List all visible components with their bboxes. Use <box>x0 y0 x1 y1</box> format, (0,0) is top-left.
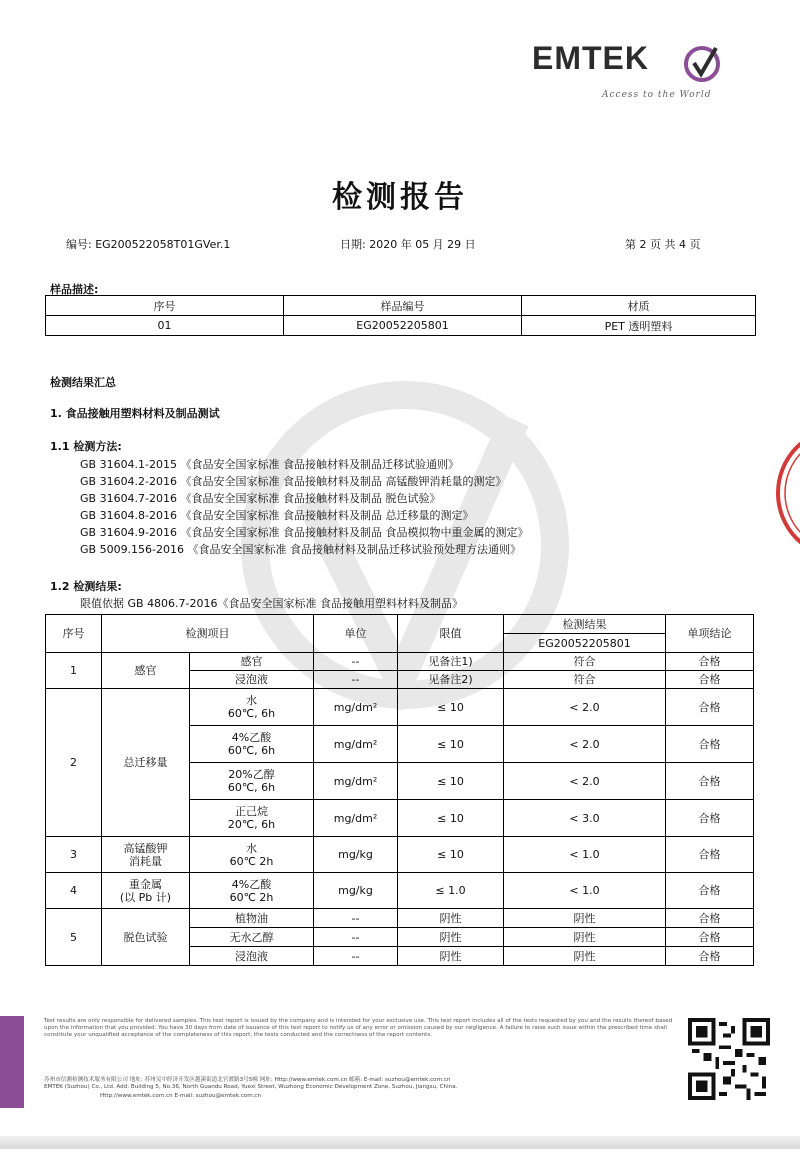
table-cell: ≤ 10 <box>398 837 504 873</box>
limit-basis: 限值依据 GB 4806.7-2016《食品安全国家标准 食品接触用塑料材料及制品》 <box>80 597 464 610</box>
table-cell: mg/dm² <box>314 726 398 763</box>
item-label: 高锰酸钾 <box>123 841 168 855</box>
table-cell: 5 <box>46 909 102 966</box>
table-cell: < 3.0 <box>504 800 666 837</box>
table-cell: ≤ 10 <box>398 763 504 800</box>
method-item: GB 31604.9-2016 《食品安全国家标准 食品接触材料及制品 食品模拟物中重金属的测定》 <box>80 526 529 539</box>
methods-heading: 1.1 检测方法: <box>50 440 122 453</box>
table-cell: 见备注1) <box>398 653 504 671</box>
table-cell: mg/dm² <box>314 689 398 726</box>
table-cell: -- <box>314 653 398 671</box>
table-cell: 1 <box>46 653 102 689</box>
footer-address-cn: 苏州市信测检测技术服务有限公司 地址: 苏州吴中经济开发区越溪街道北官渡路3号5幢 网址: Http://www.emtek.com.cn 邮箱: E-mail: suzhou@emtek.com.cn <box>44 1077 451 1083</box>
table-cell: 脱色试验 <box>102 909 190 966</box>
table-cell: 4 <box>46 873 102 909</box>
condition-label: 60℃, 6h <box>227 707 276 720</box>
table-cell: 阴性 <box>504 928 666 947</box>
logo-tagline: Access to the World <box>602 90 712 100</box>
table-cell: 合格 <box>666 689 754 726</box>
table-cell: < 1.0 <box>504 837 666 873</box>
table-header-row <box>46 296 756 316</box>
report-number: 编号: EG200522058T01GVer.1 <box>66 238 231 251</box>
table-cell: -- <box>314 947 398 966</box>
sample-heading: 样品描述: <box>50 283 99 296</box>
table-row <box>46 316 756 336</box>
section-title: 1. 食品接触用塑料材料及制品测试 <box>50 407 220 420</box>
condition-label: 60℃ 2h <box>229 890 274 904</box>
table-cell: 符合 <box>504 653 666 671</box>
table-cell: < 2.0 <box>504 726 666 763</box>
header-cell: 检测结果 <box>504 615 666 634</box>
medium-label: 4%乙酸 <box>231 877 272 891</box>
table-cell: 阴性 <box>398 909 504 928</box>
logo-check-icon <box>682 44 722 84</box>
condition-label: 60℃, 6h <box>227 781 276 794</box>
condition-label: 60℃ 2h <box>229 854 274 868</box>
company-logo <box>532 40 732 104</box>
footer-web: Http://www.emtek.com.cn E-mail: suzhou@emtek.com.cn <box>100 1093 262 1099</box>
qr-code-icon <box>688 1018 770 1100</box>
sample-table <box>45 295 756 336</box>
table-cell <box>190 873 314 909</box>
footer-address-en: EMTEK (Suzhou) Co., Ltd. Add: Building 5, No.36, North Guandu Road, Yuexi Street, Wuzhong Economic Development Zone, Suzhou, Jiangsu, China. <box>44 1084 458 1090</box>
page-bottom-edge <box>0 1136 800 1149</box>
table-cell: 合格 <box>666 653 754 671</box>
table-cell: 合格 <box>666 947 754 966</box>
header-cell: 检测项目 <box>102 615 314 653</box>
table-cell: -- <box>314 909 398 928</box>
table-cell: 合格 <box>666 671 754 689</box>
table-row <box>46 653 754 671</box>
summary-heading: 检测结果汇总 <box>50 376 116 389</box>
table-cell: 阴性 <box>504 909 666 928</box>
table-cell: 合格 <box>666 763 754 800</box>
header-cell: 序号 <box>46 615 102 653</box>
table-cell: 阴性 <box>398 928 504 947</box>
item-label: 重金属 <box>129 877 162 891</box>
table-cell: 总迁移量 <box>102 689 190 837</box>
table-row <box>46 689 754 726</box>
table-cell: 3 <box>46 837 102 873</box>
table-cell: 植物油 <box>190 909 314 928</box>
table-row <box>46 837 754 873</box>
medium-label: 水 <box>246 841 257 855</box>
method-item: GB 5009.156-2016 《食品安全国家标准 食品接触材料及制品迁移试验预处理方法通则》 <box>80 543 522 556</box>
table-cell: < 1.0 <box>504 873 666 909</box>
results-table <box>45 614 754 966</box>
table-header-row <box>46 615 754 634</box>
table-cell: mg/dm² <box>314 800 398 837</box>
table-cell <box>190 837 314 873</box>
results-heading: 1.2 检测结果: <box>50 580 122 593</box>
table-cell: mg/kg <box>314 837 398 873</box>
table-cell: < 2.0 <box>504 763 666 800</box>
table-cell: 2 <box>46 689 102 837</box>
page-indicator: 第 2 页 共 4 页 <box>625 238 701 251</box>
table-cell: 合格 <box>666 928 754 947</box>
table-cell: -- <box>314 671 398 689</box>
medium-label: 正己烷 <box>235 805 268 818</box>
report-title: 检测报告 <box>332 180 468 215</box>
method-item: GB 31604.7-2016 《食品安全国家标准 食品接触材料及制品 脱色试验》 <box>80 492 441 505</box>
table-cell <box>190 763 314 800</box>
table-cell <box>190 726 314 763</box>
method-item: GB 31604.8-2016 《食品安全国家标准 食品接触材料及制品 总迁移量的测定》 <box>80 509 474 522</box>
logo-text: EMTEK <box>532 40 649 76</box>
footer-accent-bar <box>0 1016 24 1108</box>
report-date: 日期: 2020 年 05 月 29 日 <box>340 238 476 251</box>
table-cell: 无水乙醇 <box>190 928 314 947</box>
table-cell: 阴性 <box>504 947 666 966</box>
table-cell: 符合 <box>504 671 666 689</box>
table-cell: ≤ 1.0 <box>398 873 504 909</box>
table-cell: ≤ 10 <box>398 800 504 837</box>
table-cell: 浸泡液 <box>190 947 314 966</box>
footer-disclaimer: Test results are only responsible for delivered samples. This test report is issued by the company and is intended for your exclusive use. This test report includes all of the tests requested by you and the results thereof based upon the information that you provided. You have 30 days from date of issuance of this test report to notify us of any error or omission caused by our negligence. A failure to raise such issue within the prescribed time shall constitute your unqualified acceptance of the completeness of this report, the tests conducted and the correctness of the report contents. <box>44 1018 673 1038</box>
table-cell: mg/kg <box>314 873 398 909</box>
header-cell: 材质 <box>522 296 756 316</box>
header-cell: 单项结论 <box>666 615 754 653</box>
table-cell: 见备注2) <box>398 671 504 689</box>
table-cell: 感官 <box>190 653 314 671</box>
table-cell: 感官 <box>102 653 190 689</box>
official-stamp-icon <box>768 418 800 568</box>
header-cell: 序号 <box>46 296 284 316</box>
table-row <box>46 909 754 928</box>
table-cell: EG20052205801 <box>284 316 522 336</box>
method-item: GB 31604.2-2016 《食品安全国家标准 食品接触材料及制品 高锰酸钾消耗量的测定》 <box>80 475 507 488</box>
table-cell: 浸泡液 <box>190 671 314 689</box>
header-cell: 限值 <box>398 615 504 653</box>
table-cell: -- <box>314 928 398 947</box>
table-cell: 合格 <box>666 837 754 873</box>
table-cell: PET 透明塑料 <box>522 316 756 336</box>
table-cell <box>190 800 314 837</box>
medium-label: 水 <box>246 694 257 707</box>
header-cell: EG20052205801 <box>504 634 666 653</box>
table-row <box>46 873 754 909</box>
condition-label: 60℃, 6h <box>227 744 276 757</box>
table-cell: mg/dm² <box>314 763 398 800</box>
condition-label: 20℃, 6h <box>227 818 276 831</box>
item-label: 消耗量 <box>129 854 162 868</box>
item-label: (以 Pb 计) <box>119 890 172 904</box>
table-cell <box>102 873 190 909</box>
table-cell: ≤ 10 <box>398 726 504 763</box>
table-cell: ≤ 10 <box>398 689 504 726</box>
method-item: GB 31604.1-2015 《食品安全国家标准 食品接触材料及制品迁移试验通则》 <box>80 458 460 471</box>
table-cell: 合格 <box>666 909 754 928</box>
table-cell: < 2.0 <box>504 689 666 726</box>
table-cell: 阴性 <box>398 947 504 966</box>
header-cell: 样品编号 <box>284 296 522 316</box>
medium-label: 4%乙酸 <box>231 731 272 744</box>
table-cell: 01 <box>46 316 284 336</box>
table-cell <box>102 837 190 873</box>
table-cell: 合格 <box>666 726 754 763</box>
table-cell: 合格 <box>666 800 754 837</box>
table-cell: 合格 <box>666 873 754 909</box>
table-cell <box>190 689 314 726</box>
header-cell: 单位 <box>314 615 398 653</box>
medium-label: 20%乙醇 <box>228 768 275 781</box>
